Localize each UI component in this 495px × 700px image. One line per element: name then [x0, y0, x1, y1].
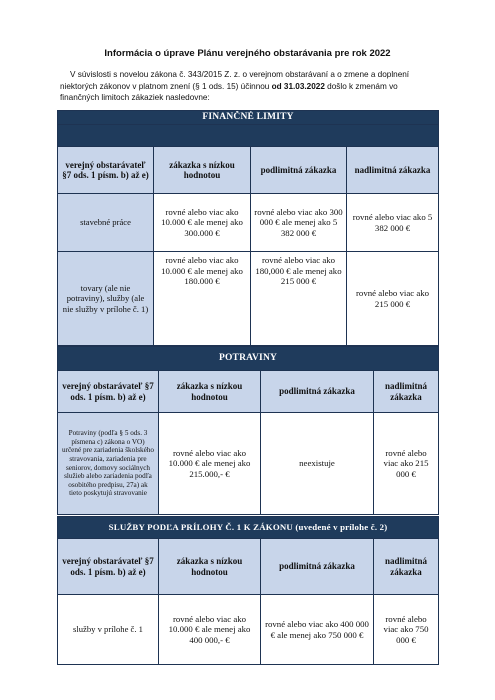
- t2-row-food-sub: neexistuje: [261, 413, 374, 515]
- services-annex-table: [57, 516, 439, 665]
- food-table: [57, 346, 439, 515]
- intro-line-1: V súvislosti s novelou zákona č. 343/2015 Z. z. o verejnom obstarávaní a o zmene a doplnení: [70, 70, 410, 79]
- intro-line-2-post: došlo k zmenám vo: [324, 81, 398, 91]
- t2-header-low-value: zákazka s nízkou hodnotou: [159, 371, 261, 413]
- t1-row-works-over: rovné alebo viac ako 5 382 000 €: [347, 194, 439, 252]
- t2-row-food-over: rovné alebo viac ako 215 000 €: [374, 413, 439, 515]
- t3-row-services-label: služby v prílohe č. 1: [58, 595, 159, 665]
- t3-row-services-low: rovné alebo viac ako 10.000 € ale menej ako 400 000,- €: [159, 595, 261, 665]
- intro-effective-date: od 31.03.2022: [271, 81, 325, 91]
- t1-row-works-label: stavebné práce: [58, 194, 154, 252]
- t1-row-works-low: rovné alebo viac ako 10.000 € ale menej ako 300.000 €: [154, 194, 251, 252]
- t1-row-goods-over: rovné alebo viac ako 215 000 €: [347, 252, 439, 346]
- t3-row-services-sub: rovné alebo viac ako 400 000 € ale menej ako 750 000 €: [261, 595, 374, 665]
- intro-line-3: finančných limitoch zákaziek nasledovne:: [60, 93, 210, 102]
- t3-header-over-limit: nadlimitná zákazka: [374, 539, 439, 595]
- t2-row-food-label: Potraviny (podľa § 5 ods. 3 písmena c) zákona o VO) určené pre zariadenia školského stravovania, zariadenia pre seniorov, domovy sociálnych služieb alebo zariadenia podľa osobitého predpisu, 27a) ak tieto poskytujú stravovanie: [58, 413, 159, 515]
- document-title: Informácia o úprave Plánu verejného obstarávania pre rok 2022: [104, 48, 391, 59]
- t1-header-contracting-authority: verejný obstarávateľ §7 ods. 1 písm. b) až e): [58, 147, 154, 194]
- t1-row-works-sub: rovné alebo viac ako 300 000 € ale menej ako 5 382 000 €: [251, 194, 347, 252]
- t3-header-low-value: zákazka s nízkou hodnotou: [159, 539, 261, 595]
- t2-header-sub-limit: podlimitná zákazka: [261, 371, 374, 413]
- intro-line-2-pre: niektorých zákonov v platnom znení (§ 1 ods. 15) účinnou: [60, 81, 272, 91]
- food-heading: POTRAVINY: [58, 347, 439, 371]
- t2-header-contracting-authority: verejný obstarávateľ §7 ods. 1 písm. b) až e): [58, 371, 159, 413]
- intro-line-2: [60, 81, 436, 93]
- services-annex-heading: SLUŽBY PODĽA PRÍLOHY Č. 1 K ZÁKONU (uvedené v prílohe č. 2): [58, 517, 439, 539]
- t1-row-goods-sub: rovné alebo viac ako 180,000 € ale menej ako 215 000 €: [251, 252, 347, 346]
- intro-paragraph: [60, 69, 436, 104]
- financial-limits-table: [57, 110, 439, 346]
- t2-header-over-limit: nadlimitná zákazka: [374, 371, 439, 413]
- t1-row-goods-low: rovné alebo viac ako 10.000 € ale menej ako 180.000 €: [154, 252, 251, 346]
- t1-header-sub-limit: podlimitná zákazka: [251, 147, 347, 194]
- t3-row-services-over: rovné alebo viac ako 750 000 €: [374, 595, 439, 665]
- t1-header-low-value: zákazka s nízkou hodnotou: [154, 147, 251, 194]
- financial-limits-bar: [58, 125, 439, 147]
- t1-header-over-limit: nadlimitná zákazka: [347, 147, 439, 194]
- t2-row-food-low: rovné alebo viac ako 10.000 € ale menej ako 215.000,- €: [159, 413, 261, 515]
- financial-limits-heading: FINANČNÉ LIMITY: [58, 111, 439, 125]
- t1-row-goods-label: tovary (ale nie potraviny), služby (ale nie služby v prílohe č. 1): [58, 252, 154, 346]
- t3-header-contracting-authority: verejný obstarávateľ §7 ods. 1 písm. b) až e): [58, 539, 159, 595]
- t3-header-sub-limit: podlimitná zákazka: [261, 539, 374, 595]
